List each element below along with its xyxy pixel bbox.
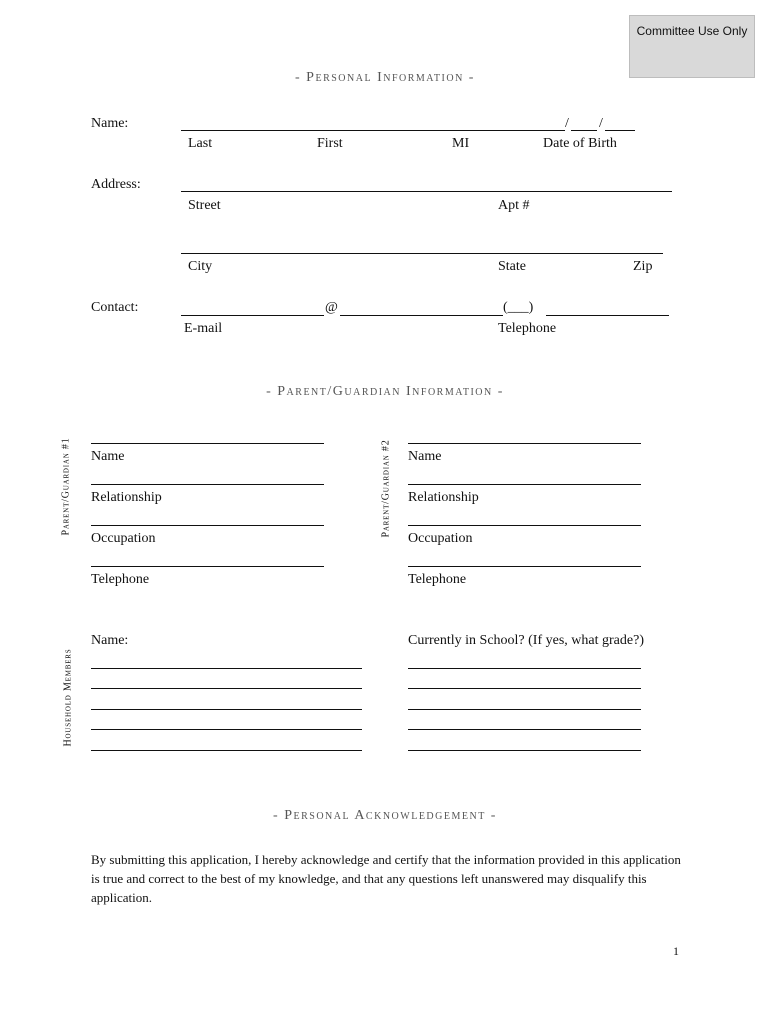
guardian-2-occupation-caption: Occupation: [408, 531, 473, 546]
guardian-2-occupation-line[interactable]: [408, 525, 641, 526]
guardian-1-name-caption: Name: [91, 449, 125, 464]
first-name-caption: First: [317, 136, 343, 151]
household-name-line-5[interactable]: [91, 750, 362, 751]
household-name-line-1[interactable]: [91, 668, 362, 669]
email-user-line[interactable]: [181, 315, 324, 316]
last-name-caption: Last: [188, 136, 213, 151]
guardian-2-name-line[interactable]: [408, 443, 641, 444]
guardian-2-side-label: Parent/Guardian #2: [380, 439, 392, 538]
guardian-2-relationship-caption: Relationship: [408, 490, 479, 505]
acknowledgement-heading: - Personal Acknowledgement -: [273, 808, 497, 823]
email-caption: E-mail: [184, 321, 223, 336]
guardian-2-name-caption: Name: [408, 449, 442, 464]
guardian-2-telephone-line[interactable]: [408, 566, 641, 567]
personal-information-heading: - Personal Information -: [295, 70, 475, 85]
name-label: Name:: [91, 116, 129, 131]
address-label: Address:: [91, 177, 141, 192]
dob-caption: Date of Birth: [543, 136, 617, 151]
household-name-line-3[interactable]: [91, 709, 362, 710]
committee-use-label: Committee Use Only: [636, 24, 748, 38]
guardian-2-relationship-line[interactable]: [408, 484, 641, 485]
guardian-2-telephone-caption: Telephone: [408, 572, 467, 587]
email-at-sign: @: [325, 300, 338, 315]
page-number: 1: [673, 944, 679, 958]
street-input-line[interactable]: [181, 191, 672, 192]
guardian-1-name-line[interactable]: [91, 443, 324, 444]
telephone-caption: Telephone: [498, 321, 557, 336]
contact-label: Contact:: [91, 300, 139, 315]
acknowledgement-text: By submitting this application, I hereby acknowledge and certify that the information provided in this application is true and correct to the best of my knowledge, and that any questions left unanswered may disqualify this application.: [91, 852, 681, 905]
household-school-line-1[interactable]: [408, 668, 641, 669]
apt-caption: Apt #: [498, 198, 530, 213]
dob-year-line[interactable]: [605, 130, 635, 131]
guardian-1-relationship-caption: Relationship: [91, 490, 162, 505]
household-school-line-5[interactable]: [408, 750, 641, 751]
name-input-line[interactable]: [181, 130, 563, 131]
household-school-line-4[interactable]: [408, 729, 641, 730]
city-caption: City: [188, 259, 213, 274]
household-school-label: Currently in School? (If yes, what grade?): [408, 633, 644, 648]
committee-use-box: [629, 15, 755, 78]
dob-month-line[interactable]: [540, 130, 565, 131]
zip-caption: Zip: [633, 259, 653, 274]
guardian-1-telephone-caption: Telephone: [91, 572, 150, 587]
phone-area-code: (___): [503, 300, 534, 315]
household-members-side-label: Household Members: [62, 648, 74, 747]
dob-day-line[interactable]: [571, 130, 597, 131]
parent-guardian-heading: - Parent/Guardian Information -: [266, 384, 504, 399]
dob-slash-1: /: [565, 116, 569, 131]
guardian-1-occupation-line[interactable]: [91, 525, 324, 526]
household-name-label: Name:: [91, 633, 129, 648]
guardian-1-telephone-line[interactable]: [91, 566, 324, 567]
guardian-1-occupation-caption: Occupation: [91, 531, 156, 546]
email-domain-line[interactable]: [340, 315, 503, 316]
guardian-1-relationship-line[interactable]: [91, 484, 324, 485]
household-school-line-2[interactable]: [408, 688, 641, 689]
household-school-line-3[interactable]: [408, 709, 641, 710]
guardian-1-side-label: Parent/Guardian #1: [60, 437, 72, 536]
dob-slash-2: /: [599, 116, 603, 131]
household-name-line-4[interactable]: [91, 729, 362, 730]
street-caption: Street: [188, 198, 221, 213]
phone-number-line[interactable]: [546, 315, 669, 316]
city-input-line[interactable]: [181, 253, 663, 254]
mi-caption: MI: [452, 136, 470, 151]
household-name-line-2[interactable]: [91, 688, 362, 689]
state-caption: State: [498, 259, 526, 274]
